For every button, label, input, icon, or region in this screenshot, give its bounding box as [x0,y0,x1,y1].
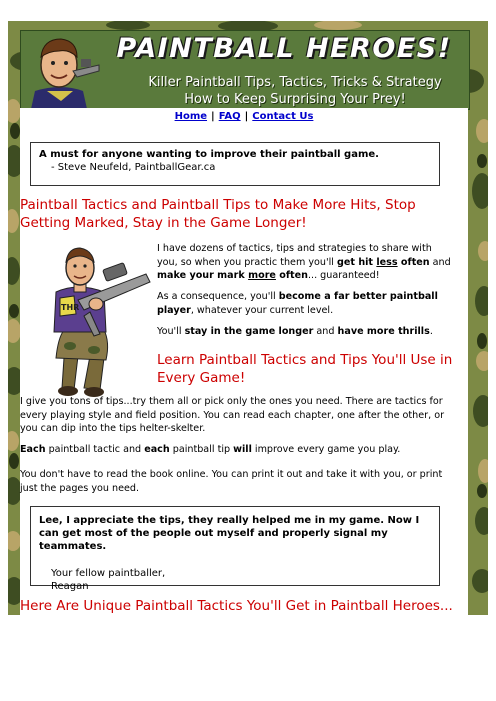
paragraph-5 [20,443,460,457]
text-run: get hit [337,256,377,268]
nav-contact-link[interactable]: Contact Us [252,111,314,122]
paintball-soldier-illustration [34,238,152,398]
top-nav [20,111,468,122]
paragraph-4: I give you tons of tips...try them all or pick only the ones you need. There are tactics for every playing style and field position. You can read each chapter, one after the other, or you can dip into the tips helter-skelter. [20,396,445,434]
tagline-1: Killer Paintball Tips, Tactics, Tricks & Strategy [148,75,442,90]
text-run: As a consequence, you'll [157,291,279,302]
paragraph-6: You don't have to read the book online. You can print it out and take it with you, or print just the pages you need. [20,469,443,494]
text-run: paintball tip [169,444,234,455]
text-run: . [429,326,433,337]
nav-separator: | [211,111,215,122]
text-run: paintball tactic and [45,444,145,455]
nav-home-link[interactable]: Home [174,111,208,122]
text-run: have more thrills [337,326,430,337]
text-run: stay in the game longer [184,326,314,337]
headline-3: Here Are Unique Paintball Tactics You'll Get in Paintball Heroes... [20,598,453,614]
text-run: and [429,256,451,268]
headline-2: Learn Paintball Tactics and Tips You'll Use in Every Game! [157,352,453,386]
paragraph-1 [157,242,453,283]
paragraph-3 [157,325,453,339]
text-run: ... guaranteed! [307,270,380,281]
headline-1: Paintball Tactics and Paintball Tips to Make More Hits, Stop Getting Marked, Stay in the Game Longer! [20,197,416,231]
text-run: I have dozens of tactics, tips and strategies to share with you, so when you practic them you'll [157,243,432,268]
text-run: often [397,256,430,268]
testimonial-quote: A must for anyone wanting to improve their paintball game. [39,149,379,160]
text-run: more [248,270,276,281]
text-run: and [313,326,338,337]
header-banner [20,30,470,110]
signature-line-1: Your fellow paintballer, [51,568,166,579]
signature-line-2: Reagan [51,581,89,592]
testimonial-box-1 [30,142,440,186]
text-run: You'll [157,326,185,337]
nav-separator: | [244,111,249,122]
paragraph-2 [157,290,453,317]
svg-text:THR: THR [61,303,80,312]
paintball-player-head-icon [21,31,101,109]
testimonial-author: - Steve Neufeld, PaintballGear.ca [51,162,216,173]
text-run: Each [20,444,46,455]
text-run: improve every game you play. [251,444,401,455]
testimonial-signature [39,567,431,593]
text-run: become a far better paintball player [157,291,438,316]
site-title: PAINTBALL HEROES! [116,33,452,64]
nav-faq-link[interactable]: FAQ [218,111,241,122]
text-run: less [376,256,398,268]
text-run: make your mark [157,270,249,281]
text-run: , whatever your current level. [190,304,334,316]
testimonial-quote: Lee, I appreciate the tips, they really helped me in my game. Now I can get most of the people out myself and properly signal my teammates. [39,515,420,552]
testimonial-box-2 [30,506,440,592]
text-run: often [275,270,308,281]
text-run: each [144,444,170,455]
tagline-2: How to Keep Surprising Your Prey! [184,92,406,107]
content-panel [20,108,468,615]
text-run: will [233,444,252,455]
